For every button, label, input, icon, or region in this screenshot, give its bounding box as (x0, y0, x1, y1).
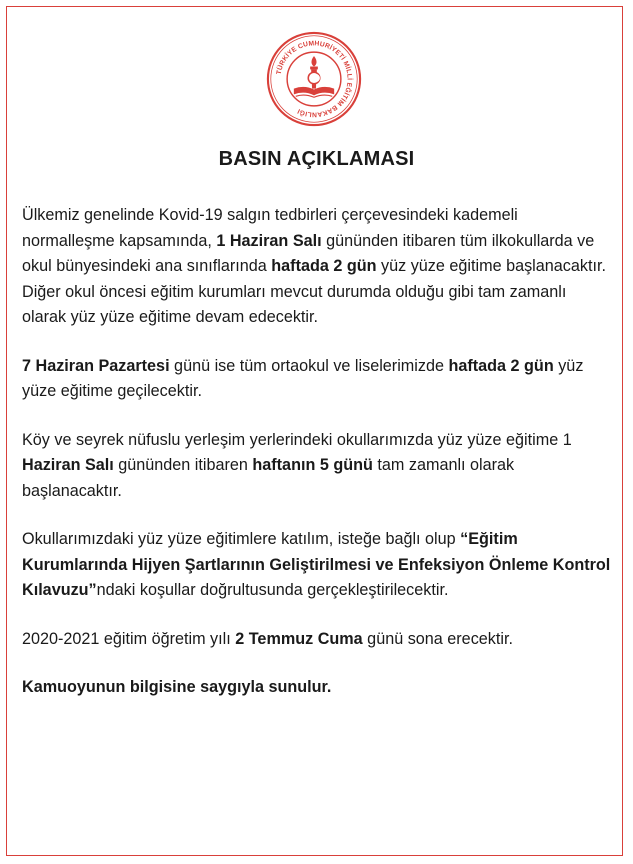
bold-text-run: 2 Temmuz Cuma (235, 629, 363, 648)
paragraph (22, 203, 612, 331)
paragraph (22, 527, 612, 604)
svg-text:TÜRKİYE CUMHURİYETİ MİLLİ EĞİT: TÜRKİYE CUMHURİYETİ MİLLİ EĞİTİM BAKANLIĞI (275, 40, 353, 118)
text-run: Köy ve seyrek nüfuslu yerleşim yerlerindeki okullarımızda yüz yüze eğitime 1 (22, 430, 572, 449)
bold-text-run: haftanın 5 günü (252, 456, 373, 474)
text-run: gününden itibaren (113, 456, 253, 474)
page-title: BASIN AÇIKLAMASI (218, 148, 415, 170)
bold-text-run: 7 Haziran Pazartesi (22, 356, 170, 375)
text-run: yüz yüze eğitime geçilecektir. (22, 356, 584, 400)
text-run: günü ise tüm ortaokul ve liselerimizde (169, 356, 449, 375)
bold-text-run: haftada 2 gün (448, 356, 554, 375)
paragraph (22, 627, 612, 653)
text-run: gününden itibaren tüm ilkokullarda ve okul bünyesindeki ana sınıflarında (22, 231, 595, 275)
bold-text-run: Haziran Salı (22, 456, 114, 474)
paragraph (22, 428, 612, 505)
text-run: tam zamanlı olarak başlanacaktır. (22, 456, 515, 500)
text-run: günü sona erecektir. (362, 629, 513, 648)
statement-body (22, 203, 612, 724)
text-run: yüz yüze eğitime başlanacaktır. Diğer okul öncesi eğitim kurumları mevcut durumda olduğu gibi tam zamanlı olarak yüz yüze eğitime devam edecektir. (22, 257, 606, 326)
ministry-seal-logo (266, 31, 362, 127)
text-run: 2020-2021 eğitim öğretim yılı (22, 629, 236, 648)
bold-text-run: “Eğitim Kurumlarında Hijyen Şartlarının Geliştirilmesi ve Enfeksiyon Önleme Kontrol Kılavuzu” (22, 530, 611, 599)
text-run: Okullarımızdaki yüz yüze eğitimlere katılım, isteğe bağlı olup (22, 530, 461, 548)
bold-text-run: 1 Haziran Salı (216, 231, 322, 250)
text-run: ndaki koşullar doğrultusunda gerçekleştirilecektir. (96, 581, 449, 599)
text-run: Ülkemiz genelinde Kovid-19 salgın tedbirleri çerçevesindeki kademeli normalleşme kapsamında, (22, 206, 518, 250)
closing-line: Kamuoyunun bilgisine saygıyla sunulur. (22, 678, 332, 696)
bold-text-run: haftada 2 gün (271, 257, 377, 275)
paragraph (22, 354, 612, 405)
